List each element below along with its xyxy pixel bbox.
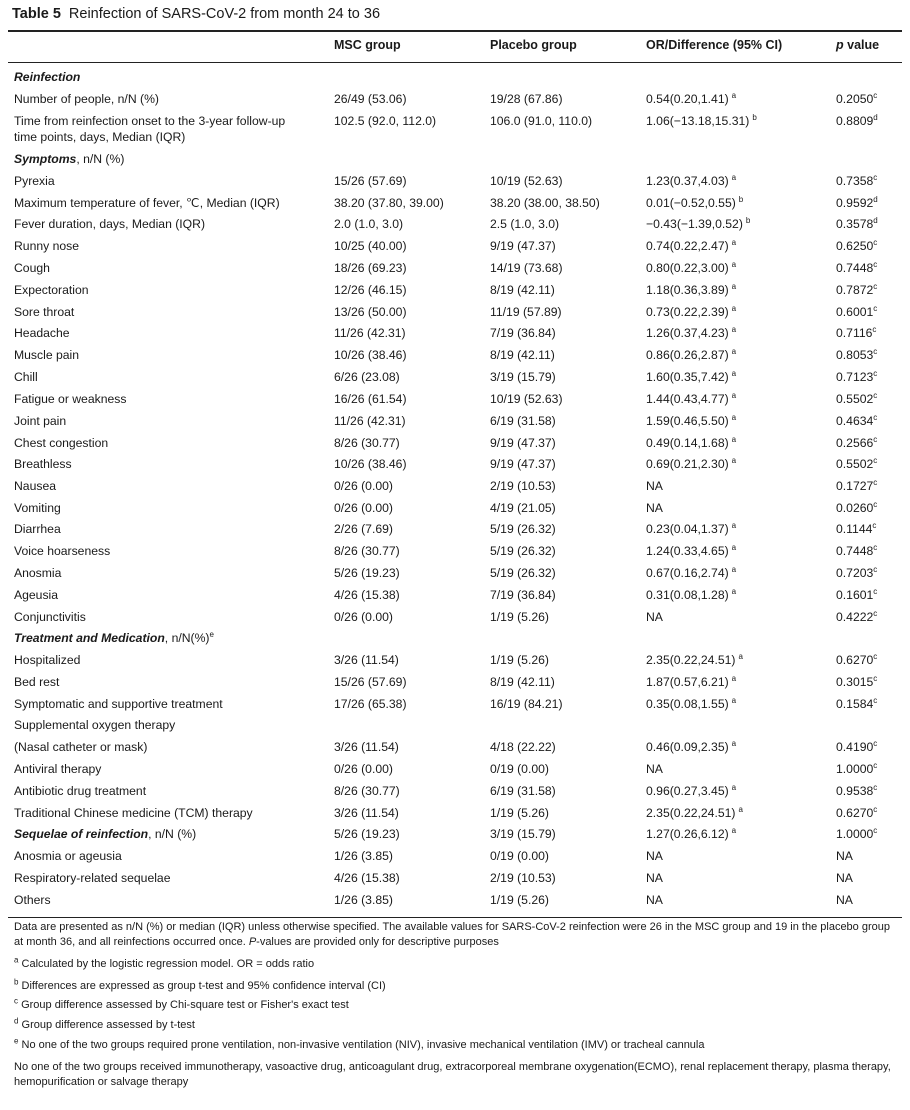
or-value: NA xyxy=(646,479,663,493)
footnote-c: $^c$ Group difference assessed by Chi-square test or Fisher's exact test xyxy=(14,996,349,1011)
row-label: Fever duration, days, Median (IQR) xyxy=(14,217,206,231)
or-value: 1.27(0.26,6.12) $^a$ xyxy=(646,825,737,841)
row-label: Antibiotic drug treatment xyxy=(14,784,147,798)
or-value: 0.54(0.20,1.41) $^a$ xyxy=(646,90,737,106)
or-value: NA xyxy=(646,501,663,515)
row-label: Conjunctivitis xyxy=(14,610,86,624)
header-placebo: Placebo group xyxy=(490,38,577,52)
or-value: NA xyxy=(646,849,663,863)
msc-value: 0/26 (0.00) xyxy=(334,479,393,493)
placebo-value: 1/19 (5.26) xyxy=(490,893,549,907)
p-value: 0.2050$^c$ xyxy=(836,90,878,106)
row-label: Voice hoarseness xyxy=(14,544,111,558)
or-value: 0.73(0.22,2.39) $^a$ xyxy=(646,303,737,319)
placebo-value: 1/19 (5.26) xyxy=(490,806,549,820)
or-value: 0.80(0.22,3.00) $^a$ xyxy=(646,259,737,275)
or-value: 1.18(0.36,3.89) $^a$ xyxy=(646,281,737,297)
p-value: 1.0000$^c$ xyxy=(836,760,878,776)
msc-value: 10/25 (40.00) xyxy=(334,239,407,253)
or-value: −0.43(−1.39,0.52) $^b$ xyxy=(646,215,751,231)
row-label: Ageusia xyxy=(14,588,59,602)
msc-value: 2/26 (7.69) xyxy=(334,522,393,536)
footnote-e: $^e$ No one of the two groups required prone ventilation, non-invasive ventilation (NIV), invasive mechanical ventilation (IMV) or tracheal cannula xyxy=(14,1036,705,1051)
or-value: 0.01(−0.52,0.55) $^b$ xyxy=(646,194,744,210)
p-value: 0.5502$^c$ xyxy=(836,455,878,471)
table-title xyxy=(12,6,380,22)
or-value: NA xyxy=(646,893,663,907)
msc-value: 17/26 (65.38) xyxy=(334,697,407,711)
msc-value: 5/26 (19.23) xyxy=(334,566,400,580)
placebo-value: 2.5 (1.0, 3.0) xyxy=(490,217,560,231)
msc-value: 18/26 (69.23) xyxy=(334,261,407,275)
msc-value: 0/26 (0.00) xyxy=(334,501,393,515)
placebo-value: 7/19 (36.84) xyxy=(490,326,556,340)
or-value: 1.60(0.35,7.42) $^a$ xyxy=(646,368,737,384)
msc-value: 8/26 (30.77) xyxy=(334,784,400,798)
msc-value: 3/26 (11.54) xyxy=(334,653,399,667)
p-value: 0.1727$^c$ xyxy=(836,477,878,493)
msc-value: 10/26 (38.46) xyxy=(334,348,407,362)
row-label: Hospitalized xyxy=(14,653,81,667)
p-value: 0.1144$^c$ xyxy=(836,520,877,536)
row-label: Runny nose xyxy=(14,239,80,253)
row-label: Supplemental oxygen therapy xyxy=(14,718,176,732)
row-label: Others xyxy=(14,893,51,907)
or-value: 1.06(−13.18,15.31) $^b$ xyxy=(646,112,757,128)
placebo-value: 16/19 (84.21) xyxy=(490,697,563,711)
row-label: Anosmia or ageusia xyxy=(14,849,122,863)
or-value: NA xyxy=(646,610,663,624)
placebo-value: 9/19 (47.37) xyxy=(490,239,556,253)
or-value: 0.86(0.26,2.87) $^a$ xyxy=(646,346,737,362)
row-label: Bed rest xyxy=(14,675,60,689)
footnote-main: Data are presented as n/N (%) or median (IQR) unless otherwise specified. The available values for SARS-CoV-2 reinfection were 26 in the MSC group and 19 in the placebo group at month 36, and all reinfections occurred once. P-values are provided only for descriptive purposes xyxy=(14,921,890,948)
placebo-value: 0/19 (0.00) xyxy=(490,762,549,776)
placebo-value: 4/19 (21.05) xyxy=(490,501,556,515)
msc-value: 1/26 (3.85) xyxy=(334,849,393,863)
p-value: 0.6270$^c$ xyxy=(836,804,878,820)
msc-value: 8/26 (30.77) xyxy=(334,544,400,558)
or-value: 0.23(0.04,1.37) $^a$ xyxy=(646,520,737,536)
msc-value: 12/26 (46.15) xyxy=(334,283,407,297)
row-label: Number of people, n/N (%) xyxy=(14,92,159,106)
msc-value: 102.5 (92.0, 112.0) xyxy=(334,114,437,128)
or-value xyxy=(646,130,649,144)
or-value: 1.87(0.57,6.21) $^a$ xyxy=(646,673,737,689)
placebo-value: 2/19 (10.53) xyxy=(490,871,556,885)
row-label: Nausea xyxy=(14,479,57,493)
placebo-value: 8/19 (42.11) xyxy=(490,675,555,689)
msc-value: 6/26 (23.08) xyxy=(334,370,400,384)
placebo-value: 19/28 (67.86) xyxy=(490,92,563,106)
msc-value: 10/26 (38.46) xyxy=(334,457,407,471)
msc-value: 5/26 (19.23) xyxy=(334,827,400,841)
placebo-value: 38.20 (38.00, 38.50) xyxy=(490,196,600,210)
or-value: 0.49(0.14,1.68) $^a$ xyxy=(646,434,737,450)
p-value: 0.7203$^c$ xyxy=(836,564,878,580)
or-value: NA xyxy=(646,871,663,885)
row-label: Traditional Chinese medicine (TCM) therapy xyxy=(14,806,253,820)
p-value: 0.6250$^c$ xyxy=(836,237,878,253)
row-label: Respiratory-related sequelae xyxy=(14,871,171,885)
msc-value: 26/49 (53.06) xyxy=(334,92,407,106)
p-value: 0.0260$^c$ xyxy=(836,499,878,515)
msc-value: 4/26 (15.38) xyxy=(334,871,400,885)
msc-value: 4/26 (15.38) xyxy=(334,588,400,602)
top-rule xyxy=(8,30,902,32)
placebo-value: 6/19 (31.58) xyxy=(490,784,556,798)
row-label: Headache xyxy=(14,326,70,340)
or-value: 0.35(0.08,1.55) $^a$ xyxy=(646,695,737,711)
row-label: Diarrhea xyxy=(14,522,61,536)
row-label: Joint pain xyxy=(14,414,67,428)
msc-value: 15/26 (57.69) xyxy=(334,675,407,689)
row-label: Pyrexia xyxy=(14,174,55,188)
placebo-value: 3/19 (15.79) xyxy=(490,827,556,841)
or-value: 1.59(0.46,5.50) $^a$ xyxy=(646,412,737,428)
placebo-value: 4/18 (22.22) xyxy=(490,740,556,754)
or-value: 0.46(0.09,2.35) $^a$ xyxy=(646,738,737,754)
placebo-value: 9/19 (47.37) xyxy=(490,457,556,471)
p-value: 0.7448$^c$ xyxy=(836,259,878,275)
p-value: 0.5502$^c$ xyxy=(836,390,878,406)
p-value: 0.6001$^c$ xyxy=(836,303,878,319)
or-value: 0.69(0.21,2.30) $^a$ xyxy=(646,455,737,471)
p-value: 0.3578$^d$ xyxy=(836,215,878,231)
p-value: 0.2566$^c$ xyxy=(836,434,878,450)
placebo-value: 6/19 (31.58) xyxy=(490,414,556,428)
row-label: Muscle pain xyxy=(14,348,80,362)
footnote-a: $^a$ Calculated by the logistic regression model. OR = odds ratio xyxy=(14,955,315,970)
msc-value: 8/26 (30.77) xyxy=(334,436,400,450)
msc-value: 1/26 (3.85) xyxy=(334,893,393,907)
msc-value: 16/26 (61.54) xyxy=(334,392,407,406)
row-label: Breathless xyxy=(14,457,72,471)
msc-value: 38.20 (37.80, 39.00) xyxy=(334,196,444,210)
p-value: NA xyxy=(836,871,853,885)
row-label: Fatigue or weakness xyxy=(14,392,127,406)
placebo-value: 10/19 (52.63) xyxy=(490,392,563,406)
or-value: 2.35(0.22,24.51) $^a$ xyxy=(646,804,743,820)
table-caption: Reinfection of SARS-CoV-2 from month 24 to 36 xyxy=(68,6,381,22)
footnote-d: $^d$ Group difference assessed by t-test xyxy=(14,1016,195,1031)
msc-value: 0/26 (0.00) xyxy=(334,762,393,776)
p-value: 0.9538$^c$ xyxy=(836,782,878,798)
msc-value: 13/26 (50.00) xyxy=(334,305,407,319)
placebo-value: 0/19 (0.00) xyxy=(490,849,549,863)
placebo-value: 2/19 (10.53) xyxy=(490,479,556,493)
or-value: NA xyxy=(646,762,663,776)
placebo-value: 5/19 (26.32) xyxy=(490,544,556,558)
placebo-value: 106.0 (91.0, 110.0) xyxy=(490,114,593,128)
header-p-value: p value xyxy=(836,38,880,52)
row-label: Anosmia xyxy=(14,566,62,580)
or-value: 2.35(0.22,24.51) $^a$ xyxy=(646,651,743,667)
row-label: Chill xyxy=(14,370,38,384)
header-msc: MSC group xyxy=(334,38,401,52)
p-value: 1.0000$^c$ xyxy=(836,825,878,841)
p-value: 0.8053$^c$ xyxy=(836,346,878,362)
or-value: 0.31(0.08,1.28) $^a$ xyxy=(646,586,737,602)
p-value: 0.7116$^c$ xyxy=(836,324,877,340)
or-value: 0.96(0.27,3.45) $^a$ xyxy=(646,782,737,798)
or-value xyxy=(646,718,649,732)
placebo-value: 3/19 (15.79) xyxy=(490,370,556,384)
p-value: NA xyxy=(836,893,853,907)
p-value: 0.4634$^c$ xyxy=(836,412,878,428)
p-value: 0.3015$^c$ xyxy=(836,673,878,689)
p-value: 0.1584$^c$ xyxy=(836,695,878,711)
or-value: 0.67(0.16,2.74) $^a$ xyxy=(646,564,737,580)
msc-value: 0/26 (0.00) xyxy=(334,610,393,624)
row-label: Expectoration xyxy=(14,283,89,297)
msc-value: 3/26 (11.54) xyxy=(334,740,399,754)
or-value: 0.74(0.22,2.47) $^a$ xyxy=(646,237,737,253)
msc-value: 15/26 (57.69) xyxy=(334,174,407,188)
row-label: Maximum temperature of fever, ℃, Median (IQR) xyxy=(14,196,280,210)
row-label: Time from reinfection onset to the 3-year follow-up xyxy=(14,114,286,128)
row-label: Sore throat xyxy=(14,305,75,319)
msc-value: 11/26 (42.31) xyxy=(334,326,406,340)
p-value: NA xyxy=(836,849,853,863)
or-value: 1.26(0.37,4.23) $^a$ xyxy=(646,324,737,340)
row-label: Chest congestion xyxy=(14,436,109,450)
placebo-value: 5/19 (26.32) xyxy=(490,566,556,580)
p-value: 0.6270$^c$ xyxy=(836,651,878,667)
header-or: OR/Difference (95% CI) xyxy=(646,38,783,52)
footnote-b: $^b$ Differences are expressed as group t-test and 95% confidence interval (CI) xyxy=(14,977,386,992)
placebo-value: 8/19 (42.11) xyxy=(490,283,555,297)
msc-value: 11/26 (42.31) xyxy=(334,414,406,428)
placebo-value: 9/19 (47.37) xyxy=(490,436,556,450)
bottom-rule xyxy=(8,917,902,918)
placebo-value: 5/19 (26.32) xyxy=(490,522,556,536)
row-label: (Nasal catheter or mask) xyxy=(14,740,148,754)
placebo-value: 10/19 (52.63) xyxy=(490,174,563,188)
row-label: Cough xyxy=(14,261,50,275)
row-label: time points, days, Median (IQR) xyxy=(14,130,186,144)
or-value: 1.24(0.33,4.65) $^a$ xyxy=(646,542,737,558)
p-value: 0.8809$^d$ xyxy=(836,112,878,128)
or-value: 1.23(0.37,4.03) $^a$ xyxy=(646,172,737,188)
p-value: 0.1601$^c$ xyxy=(836,586,878,602)
p-value: 0.7358$^c$ xyxy=(836,172,878,188)
placebo-value: 8/19 (42.11) xyxy=(490,348,555,362)
footnote-last: No one of the two groups received immunotherapy, vasoactive drug, anticoagulant drug, extracorporeal membrane oxygenation(ECMO), renal replacement therapy, plasma therapy, hemopurification or salvage therapy xyxy=(14,1061,891,1088)
p-value: 0.9592$^d$ xyxy=(836,194,878,210)
table-number: Table 5 xyxy=(12,6,61,22)
placebo-value: 11/19 (57.89) xyxy=(490,305,562,319)
msc-value: 3/26 (11.54) xyxy=(334,806,399,820)
placebo-value: 7/19 (36.84) xyxy=(490,588,556,602)
msc-value: 2.0 (1.0, 3.0) xyxy=(334,217,404,231)
placebo-value: 14/19 (73.68) xyxy=(490,261,563,275)
row-label: Symptomatic and supportive treatment xyxy=(14,697,223,711)
p-value: 0.4190$^c$ xyxy=(836,738,878,754)
placebo-value: 1/19 (5.26) xyxy=(490,653,549,667)
header-rule xyxy=(8,62,902,63)
p-value: 0.4222$^c$ xyxy=(836,608,878,624)
p-value: 0.7123$^c$ xyxy=(836,368,878,384)
placebo-value: 1/19 (5.26) xyxy=(490,610,549,624)
or-value: 1.44(0.43,4.77) $^a$ xyxy=(646,390,737,406)
row-label: Antiviral therapy xyxy=(14,762,102,776)
p-value: 0.7448$^c$ xyxy=(836,542,878,558)
p-value: 0.7872$^c$ xyxy=(836,281,878,297)
row-label: Vomiting xyxy=(14,501,61,515)
